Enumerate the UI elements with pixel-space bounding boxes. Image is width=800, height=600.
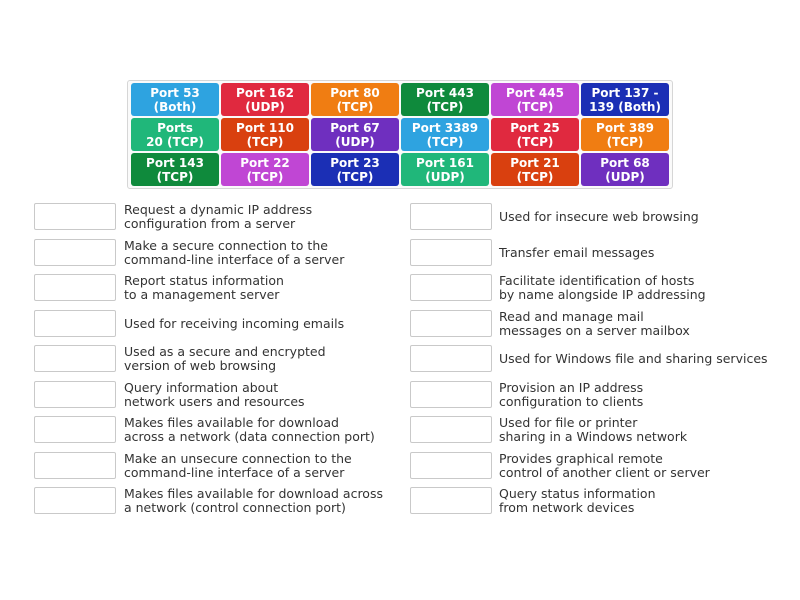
port-tile[interactable]: Port 67 (UDP) (311, 118, 399, 151)
answer-drop-box[interactable] (410, 487, 492, 514)
match-description: Makes files available for download across a network (control connection port) (124, 486, 383, 515)
answer-drop-box[interactable] (410, 203, 492, 230)
port-tile[interactable]: Port 389 (TCP) (581, 118, 669, 151)
port-tile[interactable]: Port 445 (TCP) (491, 83, 579, 116)
match-description: Read and manage mail messages on a server mailbox (499, 308, 690, 338)
answer-drop-box[interactable] (34, 239, 116, 266)
match-description: Query status information from network devices (499, 486, 656, 515)
answer-drop-box[interactable] (410, 239, 492, 266)
match-description: Make a secure connection to the command-line interface of a server (124, 237, 345, 267)
answer-drop-box[interactable] (34, 452, 116, 479)
answer-drop-box[interactable] (34, 416, 116, 443)
answer-drop-box[interactable] (34, 345, 116, 372)
port-tile[interactable]: Port 53 (Both) (131, 83, 219, 116)
match-description: Provides graphical remote control of another client or server (499, 450, 710, 480)
port-tile[interactable]: Port 68 (UDP) (581, 153, 669, 186)
port-tile[interactable]: Port 80 (TCP) (311, 83, 399, 116)
match-description: Used for insecure web browsing (499, 209, 699, 224)
port-tile[interactable]: Port 23 (TCP) (311, 153, 399, 186)
port-tile[interactable]: Port 25 (TCP) (491, 118, 579, 151)
port-tile[interactable]: Port 162 (UDP) (221, 83, 309, 116)
match-description: Request a dynamic IP address configuration from a server (124, 202, 313, 231)
answer-drop-box[interactable] (34, 487, 116, 514)
port-tile[interactable]: Port 143 (TCP) (131, 153, 219, 186)
port-tile[interactable]: Port 22 (TCP) (221, 153, 309, 186)
match-description: Used for file or printer sharing in a Windows network (499, 415, 688, 444)
port-tile[interactable]: Port 110 (TCP) (221, 118, 309, 151)
match-description: Used for receiving incoming emails (124, 315, 345, 331)
match-description: Used for Windows file and sharing services (499, 351, 768, 366)
port-tile[interactable]: Port 3389 (TCP) (401, 118, 489, 151)
match-description: Transfer email messages (499, 244, 655, 260)
match-description: Report status information to a management server (124, 273, 284, 302)
match-description: Make an unsecure connection to the command-line interface of a server (124, 450, 352, 480)
answer-drop-box[interactable] (410, 416, 492, 443)
port-tile[interactable]: Port 443 (TCP) (401, 83, 489, 116)
answer-drop-box[interactable] (34, 310, 116, 337)
answer-drop-box[interactable] (410, 452, 492, 479)
port-tile[interactable]: Port 21 (TCP) (491, 153, 579, 186)
port-tile[interactable]: Port 161 (UDP) (401, 153, 489, 186)
match-description: Used as a secure and encrypted version of web browsing (124, 344, 326, 373)
port-tile[interactable]: Port 137 - 139 (Both) (581, 83, 669, 116)
answer-drop-box[interactable] (410, 345, 492, 372)
match-description: Makes files available for download across a network (data connection port) (124, 415, 375, 444)
answer-drop-box[interactable] (410, 381, 492, 408)
answer-drop-box[interactable] (34, 381, 116, 408)
answer-drop-box[interactable] (34, 203, 116, 230)
answer-drop-box[interactable] (410, 310, 492, 337)
answer-drop-box[interactable] (34, 274, 116, 301)
tile-bank (127, 80, 673, 189)
match-description: Query information about network users and resources (124, 379, 305, 409)
answer-drop-box[interactable] (410, 274, 492, 301)
match-description: Provision an IP address configuration to clients (499, 379, 644, 409)
port-tile[interactable]: Ports 20 (TCP) (131, 118, 219, 151)
match-description: Facilitate identification of hosts by name alongside IP addressing (499, 273, 706, 302)
